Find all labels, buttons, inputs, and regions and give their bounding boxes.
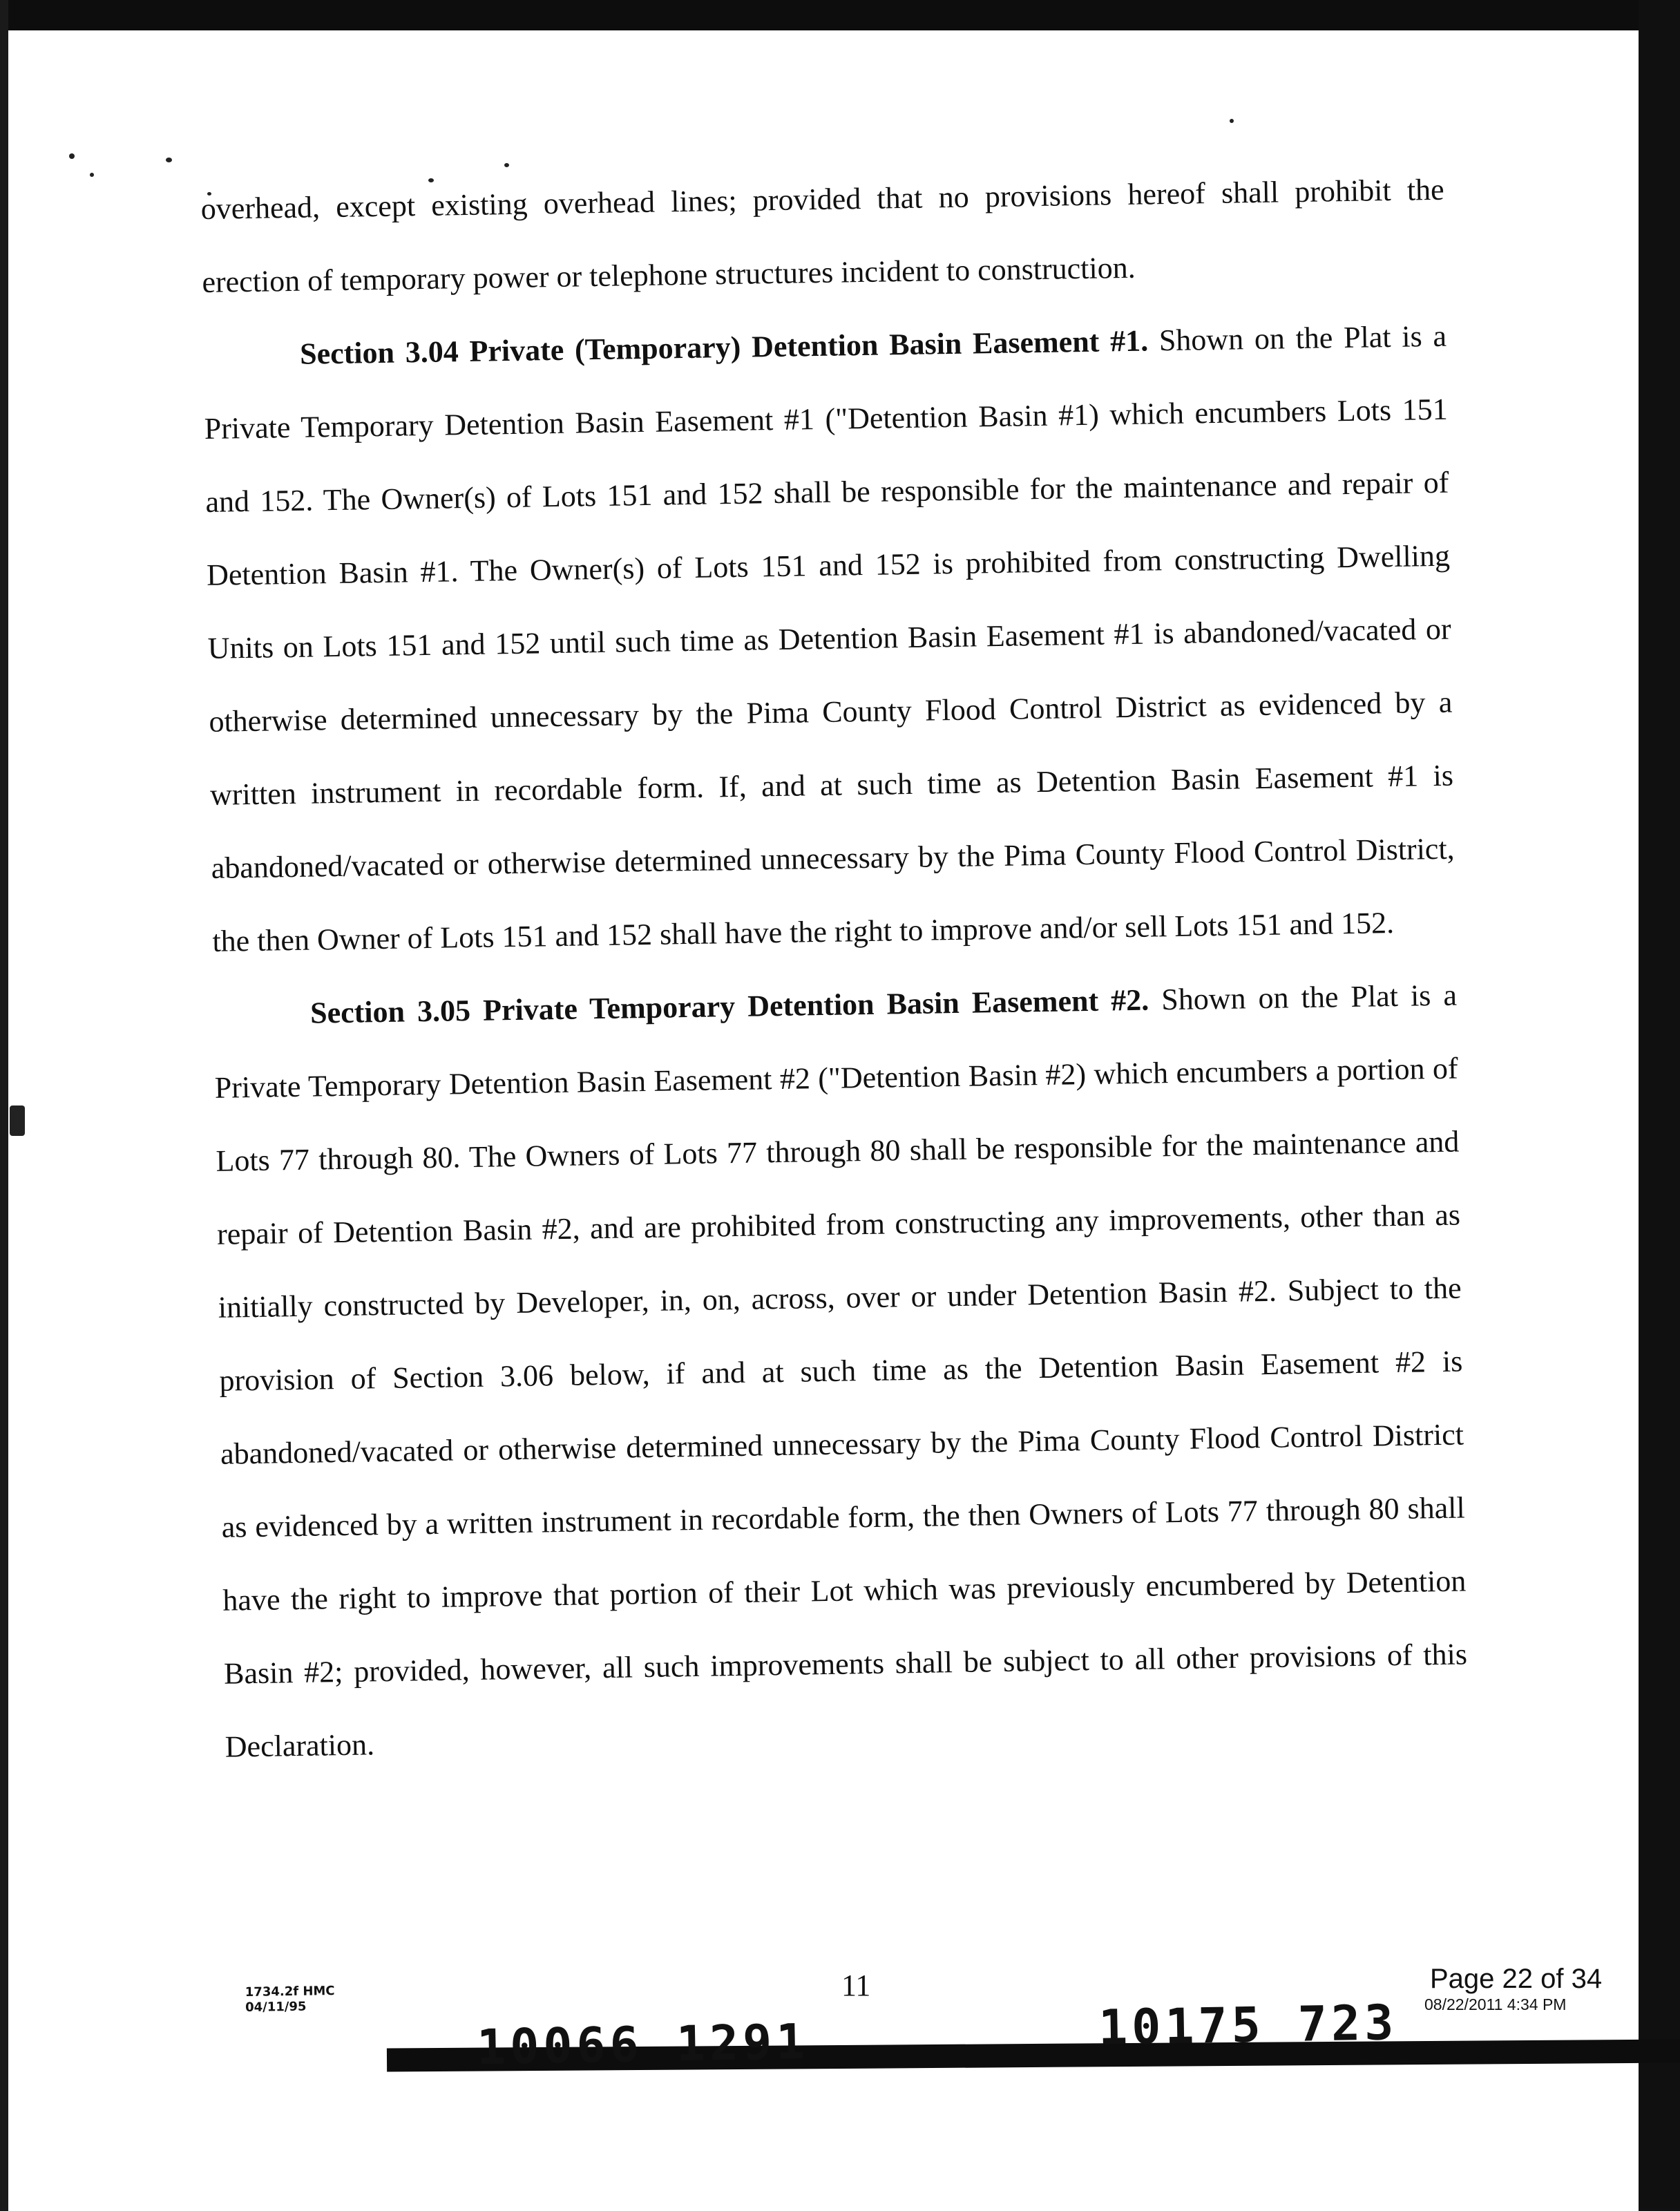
paragraph-continuation (200, 153, 1446, 319)
scan-border-top (0, 0, 1680, 30)
document-code (245, 1984, 335, 2015)
doc-code: 1734.2f HMC (245, 1983, 335, 2000)
scan-speck (1230, 119, 1234, 123)
scan-speck (69, 153, 75, 159)
document-body (200, 153, 1469, 1784)
scan-border-right (1639, 0, 1680, 2211)
scan-border-left (0, 0, 8, 2211)
section-heading: Section 3.04 Private (Temporary) Detention Basin Easement #1. (299, 323, 1149, 371)
section-3-04 (202, 300, 1456, 978)
paragraph-text: Shown on the Plat is a Private Temporary Detention Basin Easement #1 ("Detention Basin #1) which encumbers Lots 151 and 152. The Owner(s) of Lots 151 and 152 shall be responsible for the maintenance and repair of Detention Basin #1. The Owner(s) of Lots 151 and 152 is prohibited from constructing Dwelling Units on Lots 151 and 152 until such time as Detention Basin Easement #1 is abandoned/vacated or otherwise determined unnecessary by the Pima County Flood Control District as evidenced by a written instrument in recordable form. If, and at such time as Detention Basin Easement #1 is abandoned/vacated or otherwise determined unnecessary by the Pima County Flood Control District, the then Owner of Lots 151 and 152 shall have the right to improve and/or sell Lots 151 and 152. (204, 319, 1455, 958)
page-of-label: Page 22 of 34 (1430, 1964, 1603, 1994)
scan-speck (166, 158, 172, 162)
section-heading: Section 3.05 Private Temporary Detention Basin Easement #2. (309, 983, 1149, 1030)
recorded-date-stamp: 08/22/2011 4:34 PM (1424, 1995, 1567, 2013)
scan-speck (504, 163, 509, 167)
section-3-05 (213, 959, 1469, 1784)
scan-speck (10, 1106, 25, 1136)
scan-speck (90, 173, 94, 177)
book-page-stamp-1: 10066 1291 (476, 2013, 810, 2076)
doc-date: 04/11/95 (245, 1999, 307, 2015)
page-number: 11 (841, 1968, 871, 2002)
paragraph-text: overhead, except existing overhead lines; provided that no provisions hereof shall prohibit the erection of temporary power or telephone structures incident to construction. (200, 172, 1444, 299)
paragraph-text: Shown on the Plat is a Private Temporary Detention Basin Easement #2 ("Detention Basin #2) which encumbers a portion of Lots 77 through 80. The Owners of Lots 77 through 80 shall be responsible for the maintenance and repair of Detention Basin #2, and are prohibited from constructing any improvements, other than as initially constructed by Developer, in, on, across, over or under Detention Basin #2. Subject to the provision of Section 3.06 below, if and at such time as the Detention Basin Easement #2 is abandoned/vacated or otherwise determined unnecessary by the Pima County Flood Control District as evidenced by a written instrument in recordable form, the then Owners of Lots 77 through 80 shall have the right to improve that portion of their Lot which was previously encumbered by Detention Basin #2; provided, however, all such improvements shall be subject to all other provisions of this Declaration. (214, 978, 1468, 1764)
book-page-stamp-2: 10175 723 (1098, 1994, 1398, 2056)
